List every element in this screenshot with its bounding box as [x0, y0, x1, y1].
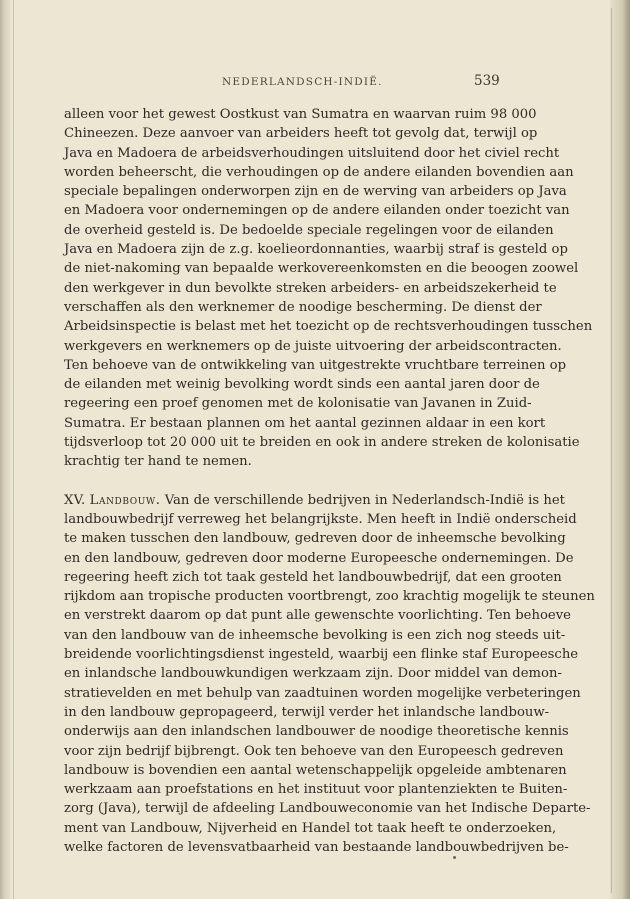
paragraph-landbouw-line: voor zijn bedrijf bijbrengt. Ook ten behoeve van den Europeesch gedreven: [64, 743, 564, 759]
section-number: XV.: [64, 492, 86, 508]
paragraph-landbouw-line: regeering heeft zich tot taak gesteld het landbouwbedrijf, dat een grooten: [64, 569, 562, 585]
paragraph-landbouw-line: breidende voorlichtingsdienst ingesteld, waarbij een flinke staf Europeesche: [64, 647, 579, 663]
paragraph-landbouw-line: landbouw is bovendien een aantal wetenschappelijk opgeleide ambtenaren: [64, 762, 567, 778]
binding-line: [13, 0, 14, 899]
section-title: Landbouw.: [89, 492, 161, 508]
paragraph-landbouw-line: welke factoren de levensvatbaarheid van bestaande landbouwbedrijven be-: [64, 839, 569, 855]
paragraph-landbouw-line: van den landbouw van de inheemsche bevolking is een zich nog steeds uit-: [64, 627, 566, 643]
binding-edge: [0, 0, 11, 899]
paragraph-arbeid-line: regeering een proef genomen met de kolonisatie van Javanen in Zuid-: [64, 396, 532, 412]
page-number: 539: [474, 73, 500, 89]
paragraph-arbeid: [64, 105, 593, 472]
page-edge-shadow: [610, 0, 630, 899]
paragraph-arbeid-line: verschaffen als den werknemer de noodige bescherming. De dienst der: [64, 299, 542, 315]
paragraph-arbeid-line: Ten behoeve van de ontwikkeling van uitgestrekte vruchtbare terreinen op: [64, 357, 567, 373]
paragraph-arbeid-line: Chineezen. Deze aanvoer van arbeiders heeft tot gevolg dat, terwijl op: [64, 126, 538, 142]
paragraph-arbeid-line: den werkgever in dun bevolkte streken arbeiders- en arbeidszekerheid te: [64, 280, 557, 296]
section-first-line: [64, 491, 565, 510]
paragraph-arbeid-line: de niet-nakoming van bepaalde werkovereenkomsten en die beoogen zoowel: [64, 261, 579, 277]
paragraph-landbouw-line: ment van Landbouw, Nijverheid en Handel tot taak heeft te onderzoeken,: [64, 820, 557, 836]
paragraph-arbeid-line: tijdsverloop tot 20 000 uit te breiden en ook in andere streken de kolonisatie: [64, 435, 580, 451]
paragraph-landbouw-line: en verstrekt daarom op dat punt alle gewenschte voorlichting. Ten behoeve: [64, 608, 571, 624]
running-head: NEDERLANDSCH-INDIË.: [222, 76, 383, 88]
paragraph-gap: [64, 472, 496, 491]
paragraph-arbeid-line: de eilanden met weinig bevolking wordt sinds een aantal jaren door de: [64, 377, 540, 393]
body-text: [64, 105, 595, 857]
paragraph-landbouw-line: landbouwbedrijf verreweg het belangrijkste. Men heeft in Indië onderscheid: [64, 511, 577, 527]
paragraph-arbeid-line: Arbeidsinspectie is belast met het toezicht op de rechtsverhoudingen tusschen: [64, 319, 593, 335]
paragraph-landbouw: [64, 491, 595, 858]
paragraph-arbeid-line: speciale bepalingen onderworpen zijn en de werving van arbeiders op Java: [64, 184, 567, 200]
paragraph-arbeid-line: krachtig ter hand te nemen.: [64, 454, 252, 470]
paragraph-landbouw-line: zorg (Java), terwijl de afdeeling Landbouweconomie van het Indische Departe-: [64, 801, 591, 817]
paragraph-landbouw-line: te maken tusschen den landbouw, gedreven door de inheemsche bevolking: [64, 531, 566, 547]
paragraph-arbeid-line: Sumatra. Er bestaan plannen om het aantal gezinnen aldaar in een kort: [64, 415, 546, 431]
paragraph-landbouw-line: en den landbouw, gedreven door moderne Europeesche ondernemingen. De: [64, 550, 574, 566]
paragraph-arbeid-line: Java en Madoera de arbeidsverhoudingen uitsluitend door het civiel recht: [64, 145, 560, 161]
paragraph-landbouw-line: in den landbouw gepropageerd, terwijl verder het inlandsche landbouw-: [64, 704, 550, 720]
paragraph-arbeid-line: en Madoera voor ondernemingen op de andere eilanden onder toezicht van: [64, 203, 570, 219]
page-edge-line: [611, 8, 612, 893]
paragraph-arbeid-line: Java en Madoera zijn de z.g. koelieordonnanties, waarbij straf is gesteld op: [64, 242, 568, 258]
paragraph-landbouw-line: en inlandsche landbouwkundigen werkzaam zijn. Door middel van demon-: [64, 666, 562, 682]
paragraph-landbouw-line: onderwijs aan den inlandschen landbouwer de noodige theoretische kennis: [64, 724, 569, 740]
paragraph-landbouw-line: werkzaam aan proefstations en het instituut voor plantenziekten te Buiten-: [64, 782, 568, 798]
paragraph-arbeid-line: werkgevers en werknemers op de juiste uitvoering der arbeidscontracten.: [64, 338, 562, 354]
paragraph-arbeid-line: de overheid gesteld is. De bedoelde speciale regelingen voor de eilanden: [64, 222, 554, 238]
paragraph-landbouw-line: rijkdom aan tropische producten voortbrengt, zoo krachtig mogelijk te steunen: [64, 589, 595, 605]
page-header: [0, 73, 630, 92]
paragraph-arbeid-line: worden beheerscht, die verhoudingen op de andere eilanden bovendien aan: [64, 164, 574, 180]
section-first-line-text: Van de verschillende bedrijven in Nederlandsch-Indië is het: [164, 492, 565, 508]
paper-speck: [453, 856, 456, 859]
paragraph-arbeid-line: alleen voor het gewest Oostkust van Sumatra en waarvan ruim 98 000: [64, 107, 537, 122]
paragraph-landbouw-line: stratievelden en met behulp van zaadtuinen worden mogelijke verbeteringen: [64, 685, 581, 701]
